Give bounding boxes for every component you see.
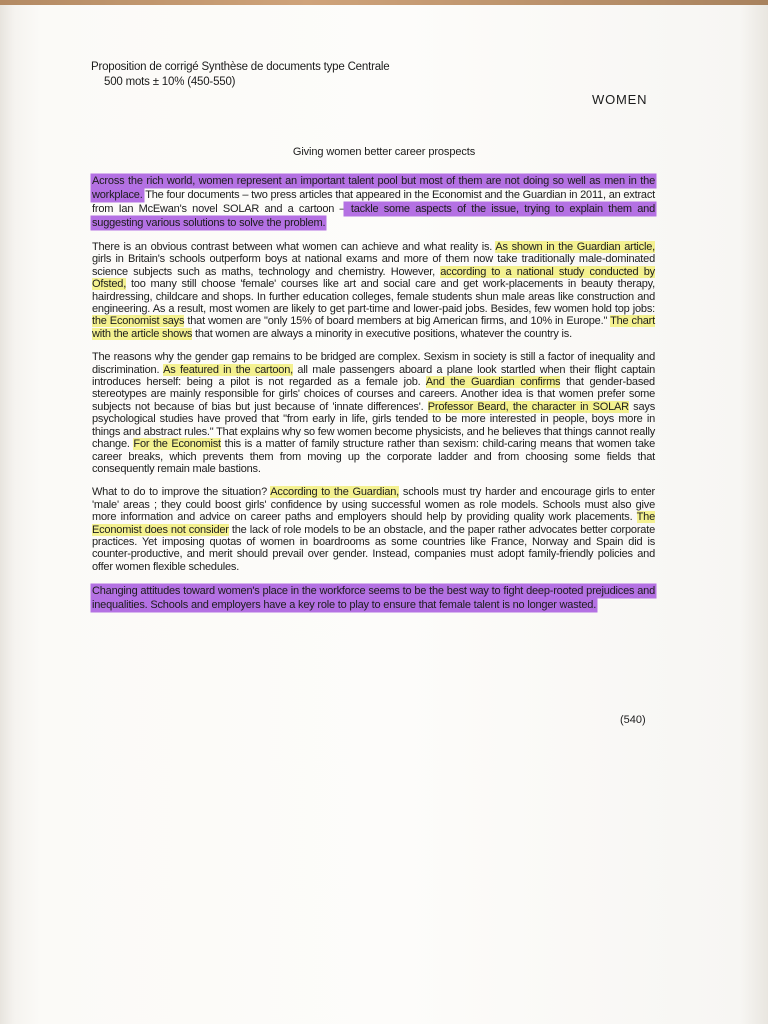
yellow-highlight: And the Guardian confirms	[425, 376, 561, 389]
yellow-highlight: As shown in the Guardian article,	[495, 241, 655, 253]
text-run: girls in Britain's schools outperform boys at national exams and more of them now take traditionally male-dominated science subjects such as maths, technology and chemistry. However,	[92, 253, 655, 278]
paragraph-contrast	[92, 241, 655, 340]
yellow-highlight: The Economist does not consider	[92, 511, 655, 536]
yellow-highlight: Professor Beard, the character in SOLAR	[427, 400, 629, 413]
yellow-highlight: According to the Guardian,	[270, 486, 400, 499]
text-run: that women are always a minority in executive positions, whatever the country is.	[192, 327, 572, 340]
purple-highlight: Across the rich world, women represent an important talent pool but most of them are not doing so well as men in the workplace.	[92, 175, 655, 201]
header-word-limit-line: 500 mots ± 10% (450-550)	[104, 76, 236, 88]
yellow-highlight: according to a national study conducted by Ofsted,	[92, 265, 655, 291]
word-count: (540)	[620, 714, 646, 726]
text-run: too many still choose 'female' courses like art and social care and get work-placements in beauty therapy, hairdressing, childcare and shops. In further education colleges, female students shun male areas like construction and engineering. As a result, most women are likely to get part-time and lower-paid jobs. Besides, few women hold top jobs:	[92, 278, 655, 316]
text-run: all male passengers aboard a plane look startled when their flight captain introduces herself: being a pilot is not regarded as a female job.	[92, 363, 656, 389]
text-run: schools must try harder and encourage girls to enter 'male' areas ; they could boost girls' confidence by using successful women as role models. Schools must also give more information and advice on career paths and employers should help by providing quality work placements.	[92, 486, 656, 524]
yellow-highlight: The chart with the article shows	[92, 315, 655, 340]
intro-paragraph	[92, 174, 655, 230]
document-header	[91, 60, 389, 90]
text-run: that women are "only 15% of board members at big American firms, and 10% in Europe."	[184, 315, 611, 328]
text-run: There is an obvious contrast between what women can achieve and what reality is.	[92, 241, 496, 253]
yellow-highlight: As featured in the cartoon,	[163, 363, 293, 376]
paper-top-edge	[0, 0, 768, 5]
purple-highlight: tackle some aspects of the issue, trying to explain them and suggesting various solutions to solve the problem.	[92, 203, 656, 229]
text-run: The four documents – two press articles that appeared in the Economist and the Guardian in 2011, an extract from Ian McEwan's novel SOLAR and a cartoon –	[92, 189, 655, 215]
text-run: The reasons why the gender gap remains to be bridged are complex. Sexism in society is still a factor of inequality and discrimination.	[92, 351, 655, 376]
text-run: What to do to improve the situation?	[92, 486, 271, 499]
text-run: this is a matter of family structure rather than sexism: child-caring means that women take career breaks, which prevents them from moving up the corporate ladder and from choosing some fields that consequently remain male bastions.	[92, 438, 655, 475]
yellow-highlight: the Economist says	[92, 315, 185, 328]
yellow-highlight: For the Economist	[133, 438, 221, 451]
text-run: that gender-based stereotypes are mainly responsible for girls' choices of courses and careers. Another idea is that women prefer some subjects not because of bias but just because of 'innate differences'.	[92, 376, 655, 413]
header-assignment-line: Proposition de corrigé Synthèse de documents type Centrale	[91, 61, 390, 73]
purple-highlight: Changing attitudes toward women's place in the workforce seems to be the best way to fight deep-rooted prejudices and inequalities. Schools and employers have a key role to play to ensure that female talent is no longer wasted.	[92, 585, 655, 612]
text-run: says psychological studies have proved that "from early in life, girls tended to be more interested in people, boys more in things and abstract rules." That explains why so few women become physicists, and he believes that things cannot really change.	[92, 400, 655, 451]
document-title: Giving women better career prospects	[292, 146, 476, 158]
essay-body	[92, 174, 655, 623]
topic-label: WOMEN	[592, 92, 648, 107]
paragraph-reasons	[92, 351, 655, 475]
conclusion-paragraph	[92, 584, 655, 612]
text-run: the lack of role models to be an obstacle, and the paper rather advocates better corporate practices. Yet imposing quotas of women in boardrooms as some countries like France, Norway and Spain did is counter-productive, and merit should prevail over gender. Instead, companies must adopt family-friendly policies and offer women flexible schedules.	[92, 523, 655, 573]
paragraph-solutions	[92, 486, 655, 573]
